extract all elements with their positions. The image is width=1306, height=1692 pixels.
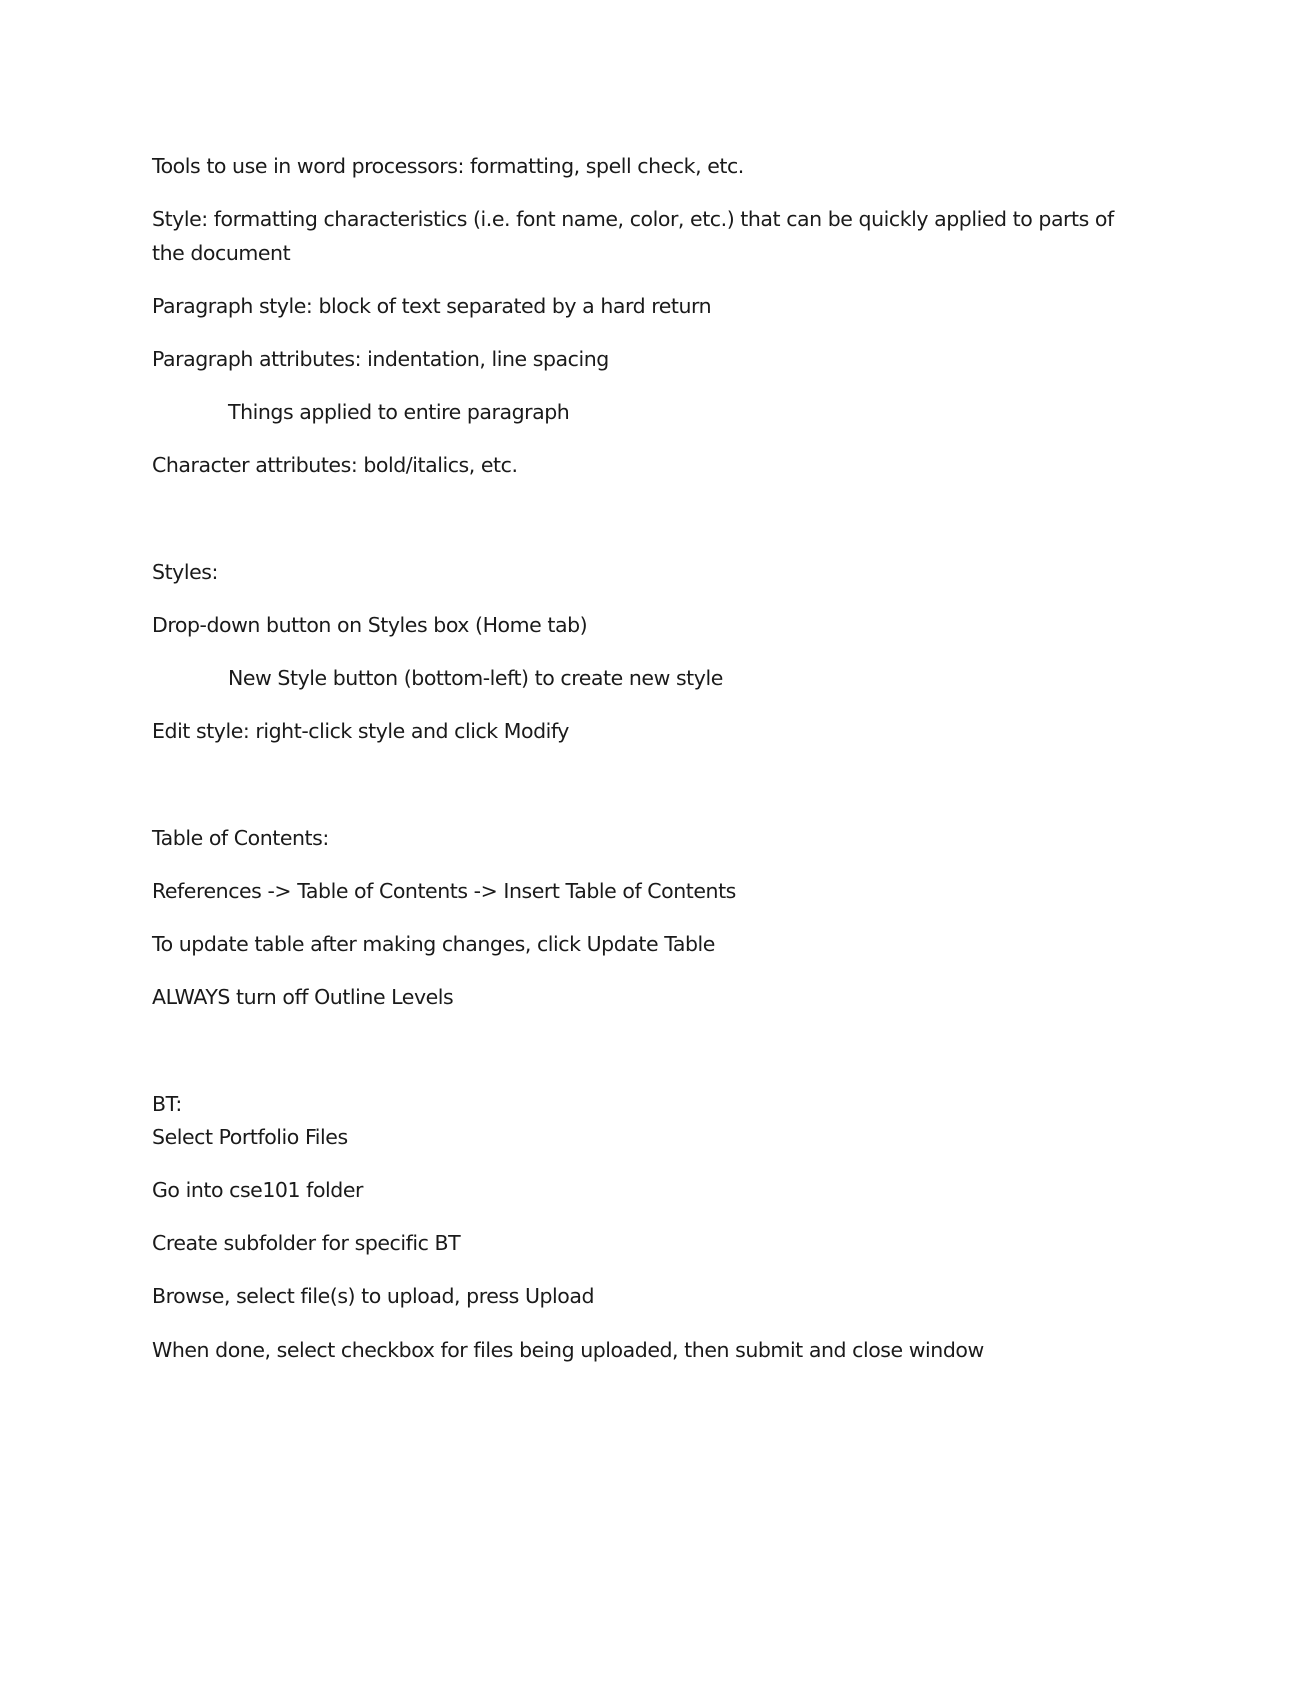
section-heading: BT: xyxy=(152,1092,182,1116)
note-line: Style: formatting characteristics (i.e. font name, color, etc.) that can be quickly applied to parts of the document xyxy=(152,207,1114,265)
note-line-indented: New Style button (bottom-left) to create new style xyxy=(228,666,723,690)
note-line: References -> Table of Contents -> Insert Table of Contents xyxy=(152,879,736,903)
note-line: Go into cse101 folder xyxy=(152,1178,363,1202)
note-line: Select Portfolio Files xyxy=(152,1125,348,1149)
note-line: Paragraph attributes: indentation, line spacing xyxy=(152,347,609,371)
note-line: ALWAYS turn off Outline Levels xyxy=(152,985,454,1009)
note-line: Character attributes: bold/italics, etc. xyxy=(152,453,518,477)
section-heading: Table of Contents: xyxy=(152,826,329,850)
note-line: Create subfolder for specific BT xyxy=(152,1231,461,1255)
note-line: Drop-down button on Styles box (Home tab) xyxy=(152,613,588,637)
note-line-indented: Things applied to entire paragraph xyxy=(228,400,570,424)
note-line: Paragraph style: block of text separated by a hard return xyxy=(152,294,712,318)
note-line: Edit style: right-click style and click Modify xyxy=(152,719,569,743)
note-line: To update table after making changes, click Update Table xyxy=(152,932,715,956)
note-line: When done, select checkbox for files being uploaded, then submit and close window xyxy=(152,1338,984,1362)
note-line: Browse, select file(s) to upload, press Upload xyxy=(152,1284,595,1308)
section-heading: Styles: xyxy=(152,560,218,584)
note-line: Tools to use in word processors: formatting, spell check, etc. xyxy=(152,154,744,178)
